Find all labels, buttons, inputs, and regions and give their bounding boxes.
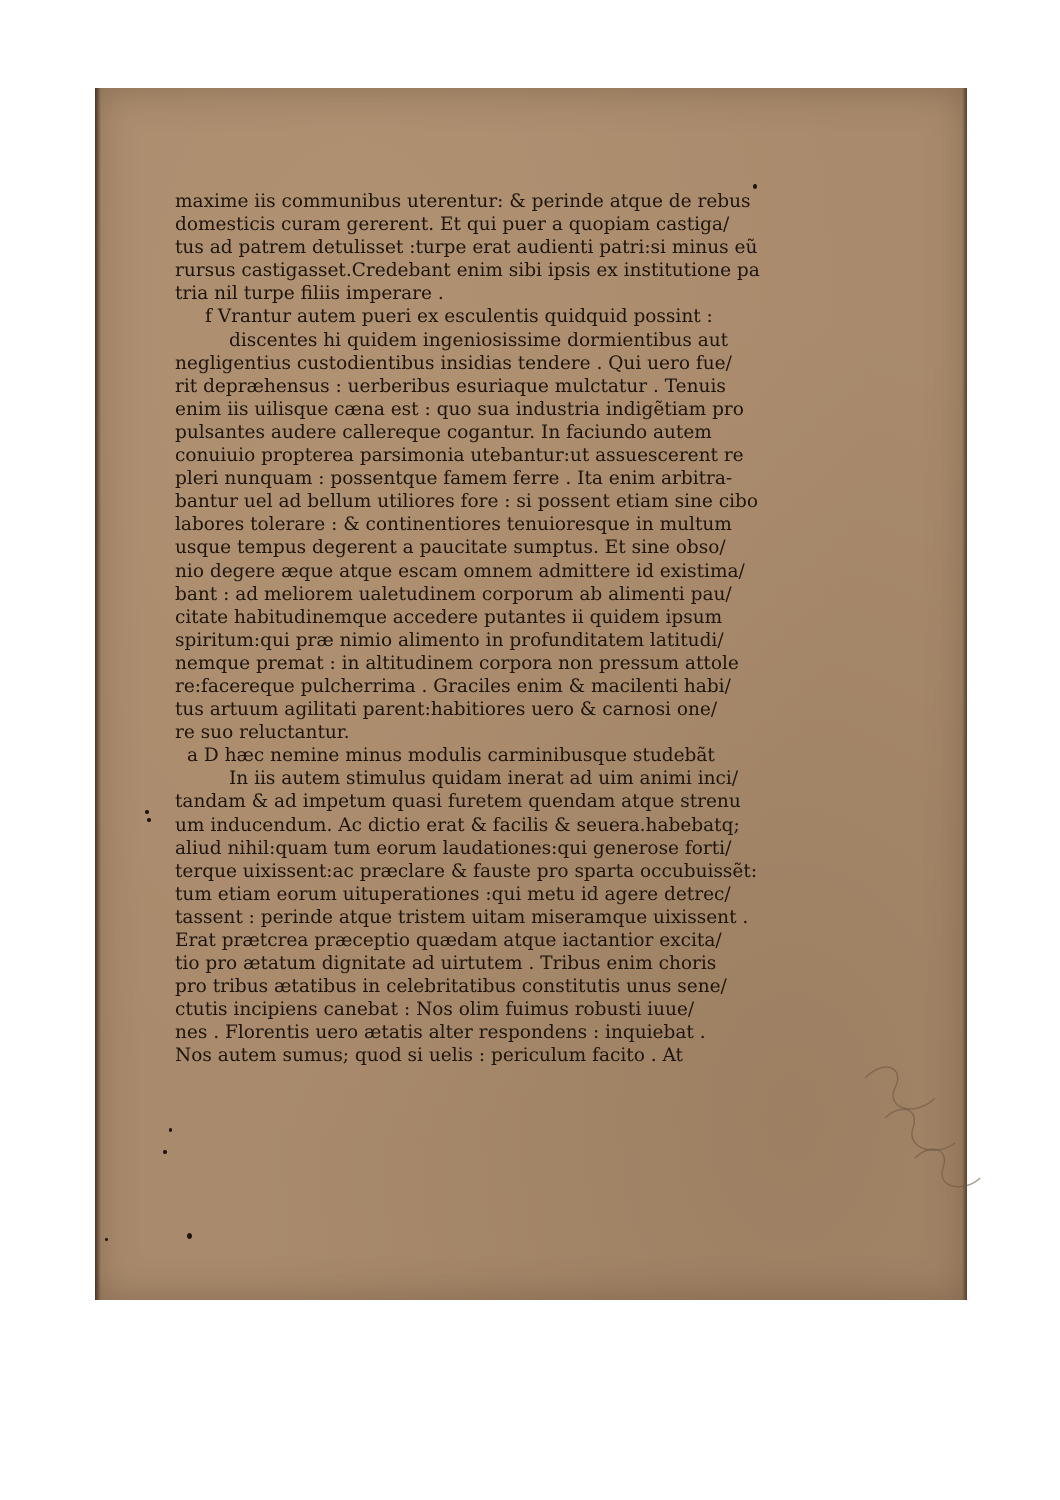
ink-dot-margin bbox=[163, 1150, 167, 1154]
text-line: ctutis incipiens canebat : Nos olim fuimus robusti iuue/ bbox=[175, 999, 695, 1021]
text-line: domesticis curam gererent. Et qui puer a quopiam castiga/ bbox=[175, 214, 730, 236]
text-line: tria nil turpe filiis imperare . bbox=[175, 283, 444, 305]
text-line: spiritum:qui præ nimio alimento in profunditatem latitudi/ bbox=[175, 629, 724, 651]
text-line: a D hæc nemine minus modulis carminibusque studebãt bbox=[187, 745, 715, 767]
text-line: re suo reluctantur. bbox=[175, 722, 350, 744]
text-line: f Vrantur autem pueri ex esculentis quidquid possint : bbox=[205, 306, 713, 328]
text-line: usque tempus degerent a paucitate sumptus. Et sine obso/ bbox=[175, 537, 726, 559]
text-line: tus artuum agilitati parent:habitiores uero & carnosi one/ bbox=[175, 699, 718, 721]
text-line: conuiuio propterea parsimonia utebantur:ut assuescerent re bbox=[175, 445, 744, 467]
text-line: pulsantes audere callereque cogantur. In faciundo autem bbox=[175, 421, 712, 443]
ink-dot-margin bbox=[169, 1128, 172, 1132]
text-line: Nos autem sumus; quod si uelis : periculum facito . At bbox=[175, 1045, 683, 1067]
text-line: tus ad patrem detulisset :turpe erat audienti patri:si minus eũ bbox=[175, 237, 758, 259]
text-line: pro tribus ætatibus in celebritatibus constitutis unus sene/ bbox=[175, 976, 727, 998]
manuscript-page bbox=[95, 88, 967, 1300]
text-line: maxime iis communibus uterentur: & perinde atque de rebus bbox=[175, 191, 751, 212]
ink-dot-margin bbox=[187, 1233, 192, 1239]
ink-dot-margin bbox=[145, 810, 149, 814]
text-line: rursus castigasset.Credebant enim sibi ipsis ex institutione pa bbox=[175, 260, 760, 282]
text-line: bant : ad meliorem ualetudinem corporum ab alimenti pau/ bbox=[175, 583, 732, 605]
text-line: enim iis uilisque cæna est : quo sua industria indigẽtiam pro bbox=[175, 398, 744, 420]
text-line: citate habitudinemque accedere putantes ii quidem ipsum bbox=[175, 606, 723, 628]
text-line: tum etiam eorum uituperationes :qui metu id agere detrec/ bbox=[175, 883, 731, 905]
ink-dot-top-right bbox=[753, 184, 757, 189]
text-line: bantur uel ad bellum utiliores fore : si possent etiam sine cibo bbox=[175, 491, 759, 513]
ink-flourish-mark bbox=[855, 1048, 985, 1198]
ink-dot-margin bbox=[105, 1238, 108, 1241]
text-line: terque uixissent:ac præclare & fauste pro sparta occubuissẽt: bbox=[175, 860, 758, 882]
text-block bbox=[175, 190, 895, 1068]
text-line: tandam & ad impetum quasi furetem quendam atque strenu bbox=[175, 791, 741, 813]
text-line: nio degere æque atque escam omnem admittere id existima/ bbox=[175, 560, 745, 582]
text-line: um inducendum. Ac dictio erat & facilis & seuera.habebatq; bbox=[175, 814, 740, 836]
text-line: discentes hi quidem ingeniosissime dormientibus aut bbox=[229, 329, 729, 351]
text-line: nemque premat : in altitudinem corpora non pressum attole bbox=[175, 652, 739, 674]
text-line: re:facereque pulcherrima . Graciles enim & macilenti habi/ bbox=[175, 675, 731, 697]
text-line: nes . Florentis uero ætatis alter respondens : inquiebat . bbox=[175, 1022, 706, 1044]
text-line: tassent : perinde atque tristem uitam miseramque uixissent . bbox=[175, 906, 749, 928]
text-line: In iis autem stimulus quidam inerat ad uim animi inci/ bbox=[229, 768, 739, 790]
text-line: pleri nunquam : possentque famem ferre . Ita enim arbitra- bbox=[175, 468, 733, 490]
text-line: negligentius custodientibus insidias tendere . Qui uero fue/ bbox=[175, 352, 732, 374]
text-line: Erat prætcrea præceptio quædam atque iactantior excita/ bbox=[175, 930, 722, 951]
ink-dot-margin bbox=[147, 818, 151, 822]
text-line: tio pro ætatum dignitate ad uirtutem . Tribus enim choris bbox=[175, 953, 717, 975]
text-line: rit depræhensus : uerberibus esuriaque mulctatur . Tenuis bbox=[175, 375, 726, 397]
text-line: aliud nihil:quam tum eorum laudationes:qui generose forti/ bbox=[175, 837, 732, 859]
page-edge-left bbox=[95, 88, 101, 1300]
text-line: labores tolerare : & continentiores tenuioresque in multum bbox=[175, 514, 732, 536]
